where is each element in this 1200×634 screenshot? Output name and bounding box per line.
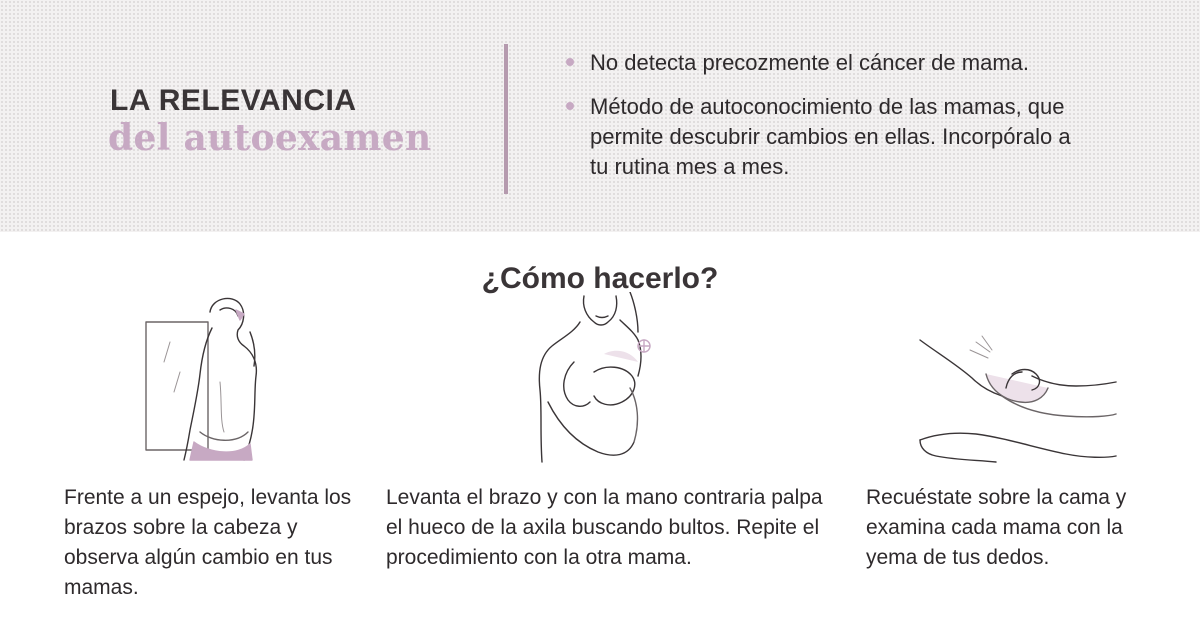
bullet-text: No detecta precozmente el cáncer de mama. — [590, 50, 1030, 75]
bullet-dot-icon — [566, 58, 574, 66]
title-line-1: LA RELEVANCIA — [110, 84, 357, 117]
bullet-dot-icon — [566, 102, 574, 110]
bullet-text: Método de autoconocimiento de las mamas, que permite descubrir cambios en ellas. Incorpóralo a tu rutina mes a mes. — [590, 94, 1071, 179]
vertical-divider — [504, 44, 508, 194]
section-title: ¿Cómo hacerlo? — [481, 262, 719, 295]
bullet-list — [566, 48, 1166, 182]
lying-down-illustration — [916, 330, 1120, 466]
bullet-item — [566, 48, 1166, 78]
bullet-item — [566, 92, 1086, 182]
title-line-2: del autoexamen — [108, 117, 432, 159]
step-1-text: Frente a un espejo, levanta los brazos sobre la cabeza y observa algún cambio en tus mamas. — [64, 486, 352, 599]
raised-arm-illustration — [534, 292, 674, 466]
mirror-pose-illustration — [140, 292, 280, 466]
step-3-text: Recuéstate sobre la cama y examina cada mama con la yema de tus dedos. — [866, 486, 1127, 569]
step-2-text: Levanta el brazo y con la mano contraria palpa el hueco de la axila buscando bultos. Repite el procedimiento con la otra mama. — [386, 486, 823, 569]
